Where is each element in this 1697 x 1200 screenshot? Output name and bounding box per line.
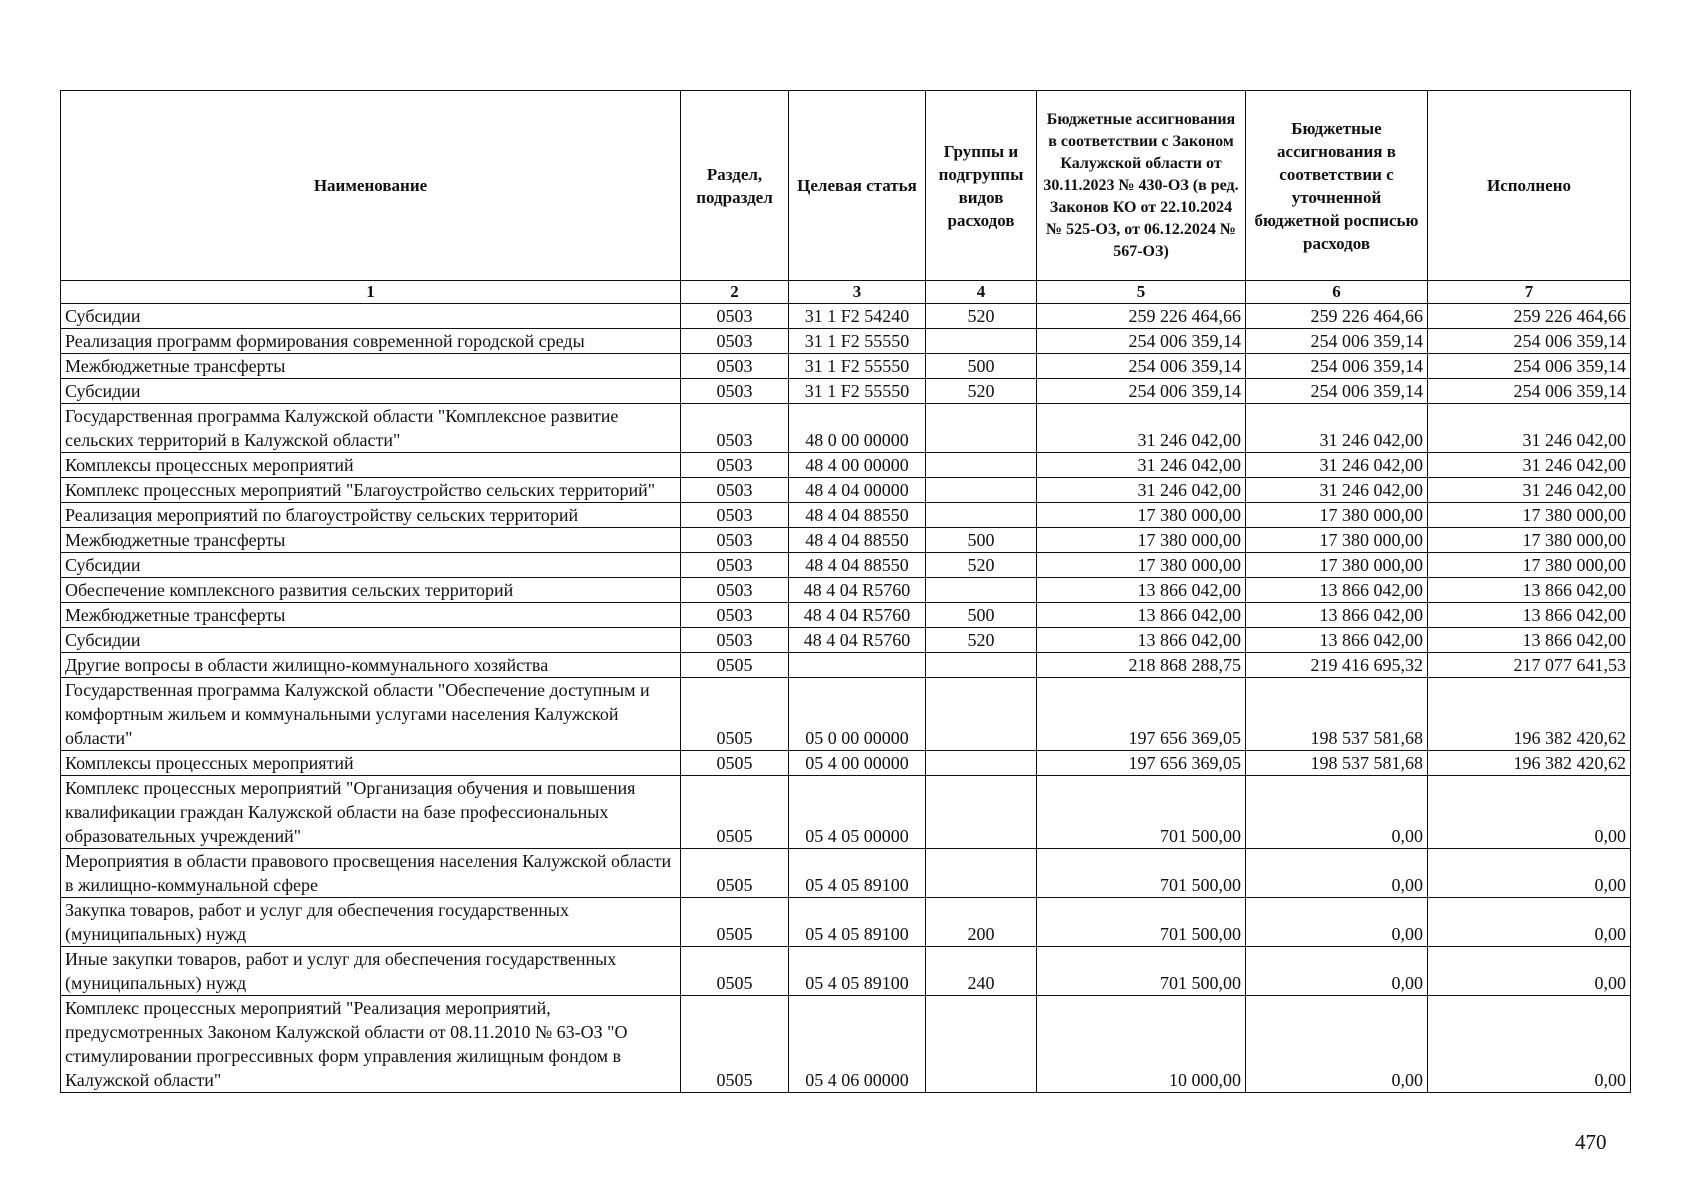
row-name-cell: Субсидии — [61, 628, 681, 653]
row-law-amount-cell: 13 866 042,00 — [1037, 603, 1246, 628]
row-refined-amount-cell: 198 537 581,68 — [1246, 678, 1428, 751]
row-law-amount-cell: 254 006 359,14 — [1037, 379, 1246, 404]
row-name-cell: Иные закупки товаров, работ и услуг для обеспечения государственных (муниципальных) нужд — [61, 947, 681, 996]
row-section-cell: 0505 — [681, 996, 789, 1093]
table-row — [61, 304, 1631, 329]
row-group-cell — [926, 996, 1037, 1093]
row-name-cell: Другие вопросы в области жилищно-коммунального хозяйства — [61, 653, 681, 678]
row-section-cell: 0503 — [681, 553, 789, 578]
row-name-cell: Государственная программа Калужской области "Обеспечение доступным и комфортным жильем и коммунальными услугами населения Калужской области" — [61, 678, 681, 751]
row-group-cell: 520 — [926, 304, 1037, 329]
row-executed-amount-cell: 13 866 042,00 — [1428, 628, 1631, 653]
column-number: 6 — [1246, 281, 1428, 304]
row-section-cell: 0503 — [681, 329, 789, 354]
table-row — [61, 478, 1631, 503]
row-law-amount-cell: 31 246 042,00 — [1037, 478, 1246, 503]
row-target-cell: 31 1 F2 55550 — [789, 379, 926, 404]
row-law-amount-cell: 31 246 042,00 — [1037, 453, 1246, 478]
row-target-cell: 48 4 04 R5760 — [789, 578, 926, 603]
row-law-amount-cell: 259 226 464,66 — [1037, 304, 1246, 329]
row-name-cell: Межбюджетные трансферты — [61, 528, 681, 553]
row-group-cell — [926, 751, 1037, 776]
page-number: 470 — [1575, 1130, 1607, 1154]
row-executed-amount-cell: 17 380 000,00 — [1428, 528, 1631, 553]
row-name-cell: Обеспечение комплексного развития сельских территорий — [61, 578, 681, 603]
row-refined-amount-cell: 17 380 000,00 — [1246, 528, 1428, 553]
row-name-cell: Закупка товаров, работ и услуг для обеспечения государственных (муниципальных) нужд — [61, 898, 681, 947]
row-refined-amount-cell: 254 006 359,14 — [1246, 379, 1428, 404]
row-executed-amount-cell: 0,00 — [1428, 947, 1631, 996]
row-name-cell: Комплексы процессных мероприятий — [61, 751, 681, 776]
row-target-cell: 48 4 00 00000 — [789, 453, 926, 478]
row-refined-amount-cell: 219 416 695,32 — [1246, 653, 1428, 678]
row-group-cell — [926, 478, 1037, 503]
row-name-cell: Субсидии — [61, 553, 681, 578]
table-row — [61, 578, 1631, 603]
row-target-cell — [789, 653, 926, 678]
row-name-cell: Межбюджетные трансферты — [61, 354, 681, 379]
row-section-cell: 0505 — [681, 898, 789, 947]
row-law-amount-cell: 254 006 359,14 — [1037, 329, 1246, 354]
row-refined-amount-cell: 0,00 — [1246, 947, 1428, 996]
row-target-cell: 05 4 00 00000 — [789, 751, 926, 776]
row-executed-amount-cell: 17 380 000,00 — [1428, 503, 1631, 528]
row-refined-amount-cell: 13 866 042,00 — [1246, 603, 1428, 628]
row-section-cell: 0505 — [681, 776, 789, 849]
row-group-cell — [926, 404, 1037, 453]
row-section-cell: 0505 — [681, 947, 789, 996]
table-row — [61, 898, 1631, 947]
row-executed-amount-cell: 196 382 420,62 — [1428, 751, 1631, 776]
column-number-row — [61, 281, 1631, 304]
row-refined-amount-cell: 0,00 — [1246, 898, 1428, 947]
row-target-cell: 05 4 05 00000 — [789, 776, 926, 849]
row-section-cell: 0503 — [681, 404, 789, 453]
row-executed-amount-cell: 31 246 042,00 — [1428, 404, 1631, 453]
row-executed-amount-cell: 0,00 — [1428, 898, 1631, 947]
row-executed-amount-cell: 254 006 359,14 — [1428, 354, 1631, 379]
row-target-cell: 48 4 04 00000 — [789, 478, 926, 503]
row-target-cell: 31 1 F2 54240 — [789, 304, 926, 329]
row-refined-amount-cell: 17 380 000,00 — [1246, 553, 1428, 578]
header-row — [61, 91, 1631, 281]
document-page — [60, 90, 1630, 1093]
row-section-cell: 0503 — [681, 578, 789, 603]
row-law-amount-cell: 17 380 000,00 — [1037, 528, 1246, 553]
row-group-cell — [926, 453, 1037, 478]
table-row — [61, 678, 1631, 751]
row-refined-amount-cell: 0,00 — [1246, 996, 1428, 1093]
row-refined-amount-cell: 254 006 359,14 — [1246, 354, 1428, 379]
table-row — [61, 996, 1631, 1093]
table-row — [61, 653, 1631, 678]
row-executed-amount-cell: 13 866 042,00 — [1428, 603, 1631, 628]
row-law-amount-cell: 13 866 042,00 — [1037, 628, 1246, 653]
row-name-cell: Реализация мероприятий по благоустройству сельских территорий — [61, 503, 681, 528]
row-target-cell: 05 4 05 89100 — [789, 849, 926, 898]
table-row — [61, 553, 1631, 578]
row-group-cell — [926, 578, 1037, 603]
row-group-cell: 240 — [926, 947, 1037, 996]
row-target-cell: 48 4 04 R5760 — [789, 603, 926, 628]
row-executed-amount-cell: 13 866 042,00 — [1428, 578, 1631, 603]
row-refined-amount-cell: 17 380 000,00 — [1246, 503, 1428, 528]
row-group-cell: 520 — [926, 379, 1037, 404]
row-law-amount-cell: 17 380 000,00 — [1037, 503, 1246, 528]
row-executed-amount-cell: 17 380 000,00 — [1428, 553, 1631, 578]
row-section-cell: 0503 — [681, 628, 789, 653]
row-refined-amount-cell: 31 246 042,00 — [1246, 404, 1428, 453]
table-row — [61, 453, 1631, 478]
row-group-cell — [926, 329, 1037, 354]
row-name-cell: Субсидии — [61, 379, 681, 404]
row-section-cell: 0503 — [681, 453, 789, 478]
row-law-amount-cell: 701 500,00 — [1037, 947, 1246, 996]
header-groups: Группы и подгруппы видов расходов — [926, 91, 1037, 281]
row-section-cell: 0505 — [681, 751, 789, 776]
row-section-cell: 0503 — [681, 354, 789, 379]
row-executed-amount-cell: 31 246 042,00 — [1428, 478, 1631, 503]
row-executed-amount-cell: 0,00 — [1428, 776, 1631, 849]
row-refined-amount-cell: 254 006 359,14 — [1246, 329, 1428, 354]
table-row — [61, 503, 1631, 528]
header-executed: Исполнено — [1428, 91, 1631, 281]
row-group-cell: 500 — [926, 354, 1037, 379]
row-executed-amount-cell: 31 246 042,00 — [1428, 453, 1631, 478]
table-row — [61, 603, 1631, 628]
table-row — [61, 404, 1631, 453]
row-law-amount-cell: 10 000,00 — [1037, 996, 1246, 1093]
row-refined-amount-cell: 31 246 042,00 — [1246, 478, 1428, 503]
row-law-amount-cell: 13 866 042,00 — [1037, 578, 1246, 603]
row-name-cell: Комплекс процессных мероприятий "Организация обучения и повышения квалификации граждан Калужской области на базе профессиональных образовательных учреждений" — [61, 776, 681, 849]
table-body — [61, 304, 1631, 1093]
table-row — [61, 776, 1631, 849]
row-law-amount-cell: 701 500,00 — [1037, 898, 1246, 947]
row-group-cell — [926, 776, 1037, 849]
header-refined-allocations: Бюджетные ассигнования в соответствии с уточненной бюджетной росписью расходов — [1246, 91, 1428, 281]
row-law-amount-cell: 197 656 369,05 — [1037, 751, 1246, 776]
row-law-amount-cell: 701 500,00 — [1037, 776, 1246, 849]
row-law-amount-cell: 254 006 359,14 — [1037, 354, 1246, 379]
row-target-cell: 31 1 F2 55550 — [789, 354, 926, 379]
row-section-cell: 0503 — [681, 478, 789, 503]
row-refined-amount-cell: 259 226 464,66 — [1246, 304, 1428, 329]
row-law-amount-cell: 31 246 042,00 — [1037, 404, 1246, 453]
row-group-cell — [926, 653, 1037, 678]
row-section-cell: 0503 — [681, 503, 789, 528]
header-law-allocations: Бюджетные ассигнования в соответствии с Законом Калужской области от 30.11.2023 № 430-ОЗ (в ред. Законов КО от 22.10.2024 № 525-ОЗ, от 06.12.2024 № 567-ОЗ) — [1037, 91, 1246, 281]
row-name-cell: Комплекс процессных мероприятий "Благоустройство сельских территорий" — [61, 478, 681, 503]
row-section-cell: 0505 — [681, 849, 789, 898]
header-name: Наименование — [61, 91, 681, 281]
row-group-cell — [926, 678, 1037, 751]
row-executed-amount-cell: 0,00 — [1428, 849, 1631, 898]
row-group-cell: 500 — [926, 603, 1037, 628]
row-section-cell: 0503 — [681, 379, 789, 404]
row-target-cell: 05 4 06 00000 — [789, 996, 926, 1093]
row-target-cell: 48 4 04 88550 — [789, 553, 926, 578]
row-target-cell: 48 4 04 88550 — [789, 528, 926, 553]
row-group-cell: 200 — [926, 898, 1037, 947]
row-refined-amount-cell: 0,00 — [1246, 849, 1428, 898]
column-number: 5 — [1037, 281, 1246, 304]
table-row — [61, 751, 1631, 776]
table-row — [61, 849, 1631, 898]
row-target-cell: 48 0 00 00000 — [789, 404, 926, 453]
table-row — [61, 329, 1631, 354]
row-refined-amount-cell: 198 537 581,68 — [1246, 751, 1428, 776]
row-executed-amount-cell: 254 006 359,14 — [1428, 379, 1631, 404]
row-name-cell: Мероприятия в области правового просвещения населения Калужской области в жилищно-коммунальной сфере — [61, 849, 681, 898]
row-target-cell: 31 1 F2 55550 — [789, 329, 926, 354]
table-row — [61, 354, 1631, 379]
header-section: Раздел, подраздел — [681, 91, 789, 281]
row-target-cell: 05 4 05 89100 — [789, 947, 926, 996]
column-number: 2 — [681, 281, 789, 304]
row-name-cell: Межбюджетные трансферты — [61, 603, 681, 628]
table-row — [61, 379, 1631, 404]
row-group-cell: 520 — [926, 628, 1037, 653]
row-target-cell: 05 0 00 00000 — [789, 678, 926, 751]
row-name-cell: Комплекс процессных мероприятий "Реализация мероприятий, предусмотренных Законом Калужской области от 08.11.2010 № 63-ОЗ "О стимулировании прогрессивных форм управления жилищным фондом в Калужской области" — [61, 996, 681, 1093]
row-target-cell: 48 4 04 88550 — [789, 503, 926, 528]
row-section-cell: 0505 — [681, 678, 789, 751]
table-row — [61, 628, 1631, 653]
row-refined-amount-cell: 31 246 042,00 — [1246, 453, 1428, 478]
row-section-cell: 0503 — [681, 528, 789, 553]
column-number: 7 — [1428, 281, 1631, 304]
row-name-cell: Реализация программ формирования современной городской среды — [61, 329, 681, 354]
column-number: 1 — [61, 281, 681, 304]
row-executed-amount-cell: 254 006 359,14 — [1428, 329, 1631, 354]
row-executed-amount-cell: 196 382 420,62 — [1428, 678, 1631, 751]
table-row — [61, 947, 1631, 996]
row-name-cell: Субсидии — [61, 304, 681, 329]
column-number: 3 — [789, 281, 926, 304]
row-law-amount-cell: 17 380 000,00 — [1037, 553, 1246, 578]
row-executed-amount-cell: 217 077 641,53 — [1428, 653, 1631, 678]
column-number: 4 — [926, 281, 1037, 304]
row-refined-amount-cell: 13 866 042,00 — [1246, 578, 1428, 603]
row-group-cell: 520 — [926, 553, 1037, 578]
row-name-cell: Государственная программа Калужской области "Комплексное развитие сельских территорий в Калужской области" — [61, 404, 681, 453]
row-law-amount-cell: 218 868 288,75 — [1037, 653, 1246, 678]
row-group-cell: 500 — [926, 528, 1037, 553]
row-law-amount-cell: 197 656 369,05 — [1037, 678, 1246, 751]
budget-table — [60, 90, 1631, 1093]
row-executed-amount-cell: 259 226 464,66 — [1428, 304, 1631, 329]
row-executed-amount-cell: 0,00 — [1428, 996, 1631, 1093]
table-row — [61, 528, 1631, 553]
row-section-cell: 0503 — [681, 304, 789, 329]
row-group-cell — [926, 849, 1037, 898]
row-section-cell: 0503 — [681, 603, 789, 628]
row-target-cell: 05 4 05 89100 — [789, 898, 926, 947]
row-target-cell: 48 4 04 R5760 — [789, 628, 926, 653]
row-refined-amount-cell: 0,00 — [1246, 776, 1428, 849]
row-law-amount-cell: 701 500,00 — [1037, 849, 1246, 898]
row-section-cell: 0505 — [681, 653, 789, 678]
row-name-cell: Комплексы процессных мероприятий — [61, 453, 681, 478]
row-refined-amount-cell: 13 866 042,00 — [1246, 628, 1428, 653]
row-group-cell — [926, 503, 1037, 528]
header-target: Целевая статья — [789, 91, 926, 281]
